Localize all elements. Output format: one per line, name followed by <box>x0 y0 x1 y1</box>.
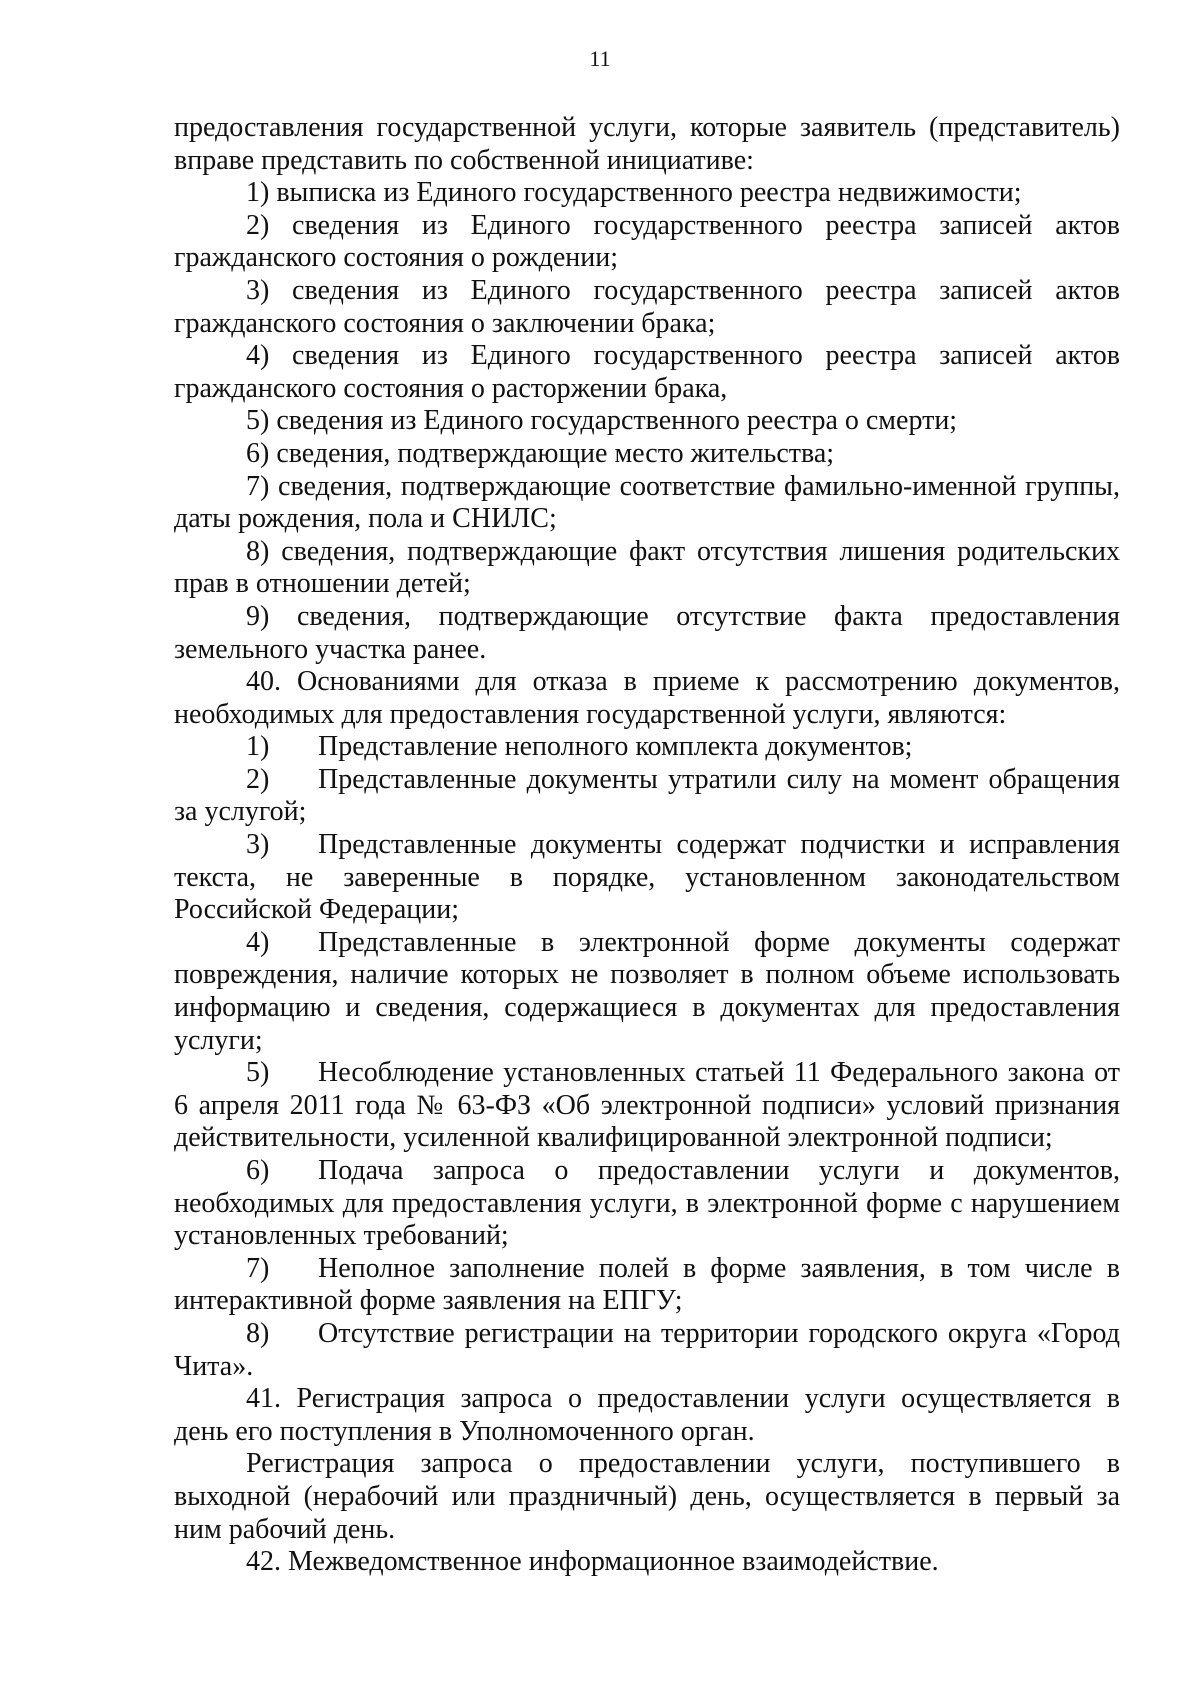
item-number: 7) <box>246 1252 270 1284</box>
item-text: Несоблюдение установленных статьей 11 Федерального закона от 6 апреля 2011 года № 63-ФЗ «Об электронной подписи» условий признания действительности, усиленной квалифицированной электронной подписи; <box>174 1057 1120 1154</box>
document-body <box>174 112 1120 1579</box>
item-number: 4) <box>246 926 270 958</box>
list-item: 8) сведения, подтверждающие факт отсутствия лишения родительских прав в отношении детей; <box>174 535 1120 600</box>
refusal-ground-item <box>174 1057 1120 1155</box>
list-item: 3) сведения из Единого государственного реестра записей актов гражданского состояния о заключении брака; <box>174 274 1120 339</box>
item-text: Представленные документы содержат подчистки и исправления текста, не заверенные в порядке, установленном законодательством Российской Федерации; <box>174 829 1120 926</box>
list-item: 6) сведения, подтверждающие место жительства; <box>246 437 835 469</box>
list-item: 4) сведения из Единого государственного реестра записей актов гражданского состояния о расторжении брака, <box>174 340 1120 404</box>
item-number: 2) <box>246 763 270 795</box>
refusal-ground-item <box>174 731 1120 764</box>
item-text: Отсутствие регистрации на территории городского округа «Город Чита». <box>174 1317 1120 1382</box>
item-text: Представленные в электронной форме документы содержат повреждения, наличие которых не позволяет в полном объеме использовать информацию и сведения, содержащиеся в документах для предоставления услуги; <box>174 926 1120 1056</box>
refusal-ground-item <box>174 1253 1120 1318</box>
item-text: Подача запроса о предоставлении услуги и документов, необходимых для предоставления услуги, в электронной форме с нарушением установленных требований; <box>174 1155 1120 1252</box>
item-text: Неполное заполнение полей в форме заявления, в том числе в интерактивной форме заявления на ЕПГУ; <box>174 1252 1120 1317</box>
section-paragraph: 42. Межведомственное информационное взаимодействие. <box>246 1546 939 1578</box>
paragraph: предоставления государственной услуги, которые заявитель (представитель) вправе представить по собственной инициативе: <box>174 112 1120 176</box>
list-item: 2) сведения из Единого государственного реестра записей актов гражданского состояния о рождении; <box>174 209 1120 274</box>
item-number: 6) <box>246 1155 270 1186</box>
list-item: 5) сведения из Единого государственного реестра о смерти; <box>246 405 958 437</box>
section-paragraph: 40. Основаниями для отказа в приеме к рассмотрению документов, необходимых для предоставления государственной услуги, являются: <box>174 666 1120 730</box>
item-number: 3) <box>246 829 270 861</box>
item-number: 8) <box>246 1317 270 1349</box>
page-number: 11 <box>589 46 611 71</box>
item-text: Представленные документы утратили силу на момент обращения за услугой; <box>174 763 1120 828</box>
refusal-ground-item <box>174 927 1120 1057</box>
section-paragraph: 41. Регистрация запроса о предоставлении услуги осуществляется в день его поступления в Уполномоченного орган. <box>174 1383 1120 1447</box>
refusal-ground-item <box>174 764 1120 829</box>
refusal-ground-item <box>174 829 1120 927</box>
list-item: 7) сведения, подтверждающие соответствие фамильно-именной группы, даты рождения, пола и СНИЛС; <box>174 470 1120 535</box>
paragraph: Регистрация запроса о предоставлении услуги, поступившего в выходной (нерабочий или праздничный) день, осуществляется в первый за ним рабочий день. <box>174 1448 1120 1545</box>
refusal-ground-item <box>174 1155 1120 1253</box>
list-item: 9) сведения, подтверждающие отсутствие факта предоставления земельного участка ранее. <box>174 600 1120 665</box>
item-text: Представление неполного комплекта документов; <box>318 731 913 763</box>
item-number: 5) <box>246 1057 270 1089</box>
list-item: 1) выписка из Единого государственного реестра недвижимости; <box>246 177 1022 209</box>
item-number: 1) <box>246 731 270 763</box>
refusal-ground-item <box>174 1318 1120 1383</box>
